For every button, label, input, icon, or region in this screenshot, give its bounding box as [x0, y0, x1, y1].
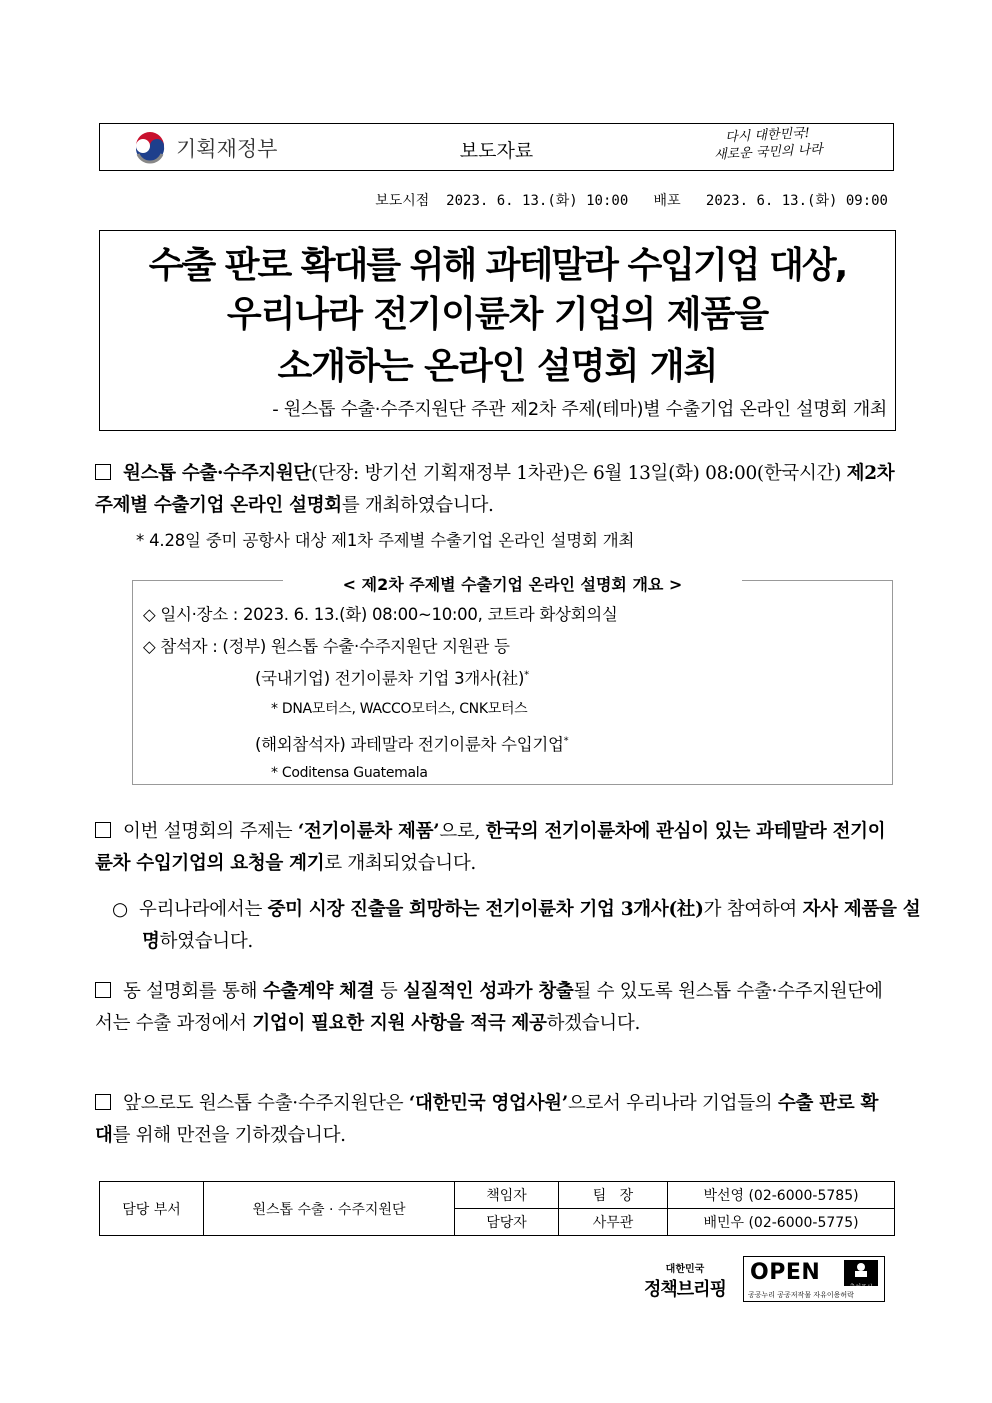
- overview-datetime: ◇ 일시·장소 : 2023. 6. 13.(화) 08:00~10:00, 코트라 화상회의실: [143, 605, 618, 624]
- title-line1: 수출 판로 확대를 위해 과테말라 수입기업 대상,: [148, 245, 847, 286]
- subtitle: - 원스톱 수출·수주지원단 주관 제2차 주제(테마)별 수출기업 온라인 설명회 개최: [272, 399, 887, 420]
- title-line2: 우리나라 전기이륜차 기업의 제품을: [226, 294, 769, 335]
- person-cell: 박선영 (02-6000-5785): [668, 1182, 895, 1209]
- dept-name: 원스톱 수출 · 수주지원단: [204, 1182, 455, 1236]
- open-license-logo: [743, 1256, 885, 1302]
- checkbox-bullet-icon: [95, 822, 111, 838]
- position-cell: 사무관: [559, 1209, 668, 1236]
- slogan-line2: 새로운 국민의 나라: [713, 142, 824, 163]
- overview-box: [132, 575, 893, 785]
- paragraph-4: 앞으로도 원스톱 수출·수주지원단은 ‘대한민국 영업사원’으로서 우리나라 기업들의 수출 판로 확대를 위해 만전을 기하겠습니다.: [95, 1093, 879, 1146]
- role-cell: 책임자: [455, 1182, 559, 1209]
- p1-text2: 를 개최하였습니다.: [341, 495, 494, 516]
- person-cell: 배민우 (02-6000-5775): [668, 1209, 895, 1236]
- contact-table: [99, 1181, 895, 1236]
- checkbox-bullet-icon: [95, 464, 111, 480]
- slogan: [712, 124, 824, 164]
- circle-bullet: ○: [112, 899, 128, 920]
- overview-domestic: (국내기업) 전기이륜차 기업 3개사(社)*: [255, 669, 529, 688]
- overview-foreign: (해외참석자) 과테말라 전기이륜차 수입기업*: [255, 735, 569, 754]
- paragraph-3: 동 설명회를 통해 수출계약 체결 등 실질적인 성과가 창출될 수 있도록 원스톱 수출·수주지원단에서는 수출 과정에서 기업이 필요한 지원 사항을 적극 제공하겠습니다.: [95, 981, 883, 1034]
- role-cell: 담당자: [455, 1209, 559, 1236]
- overview-domestic-note: * DNA모터스, WACCO모터스, CNK모터스: [271, 701, 528, 717]
- attribution-icon: 출처표시: [844, 1260, 878, 1286]
- paragraph-2: 이번 설명회의 주제는 ‘전기이륜차 제품’으로, 한국의 전기이륜차에 관심이 있는 과테말라 전기이륜차 수입기업의 요청을 계기로 개최되었습니다.: [95, 821, 886, 874]
- title-box: [99, 230, 896, 431]
- position-cell: 팀 장: [559, 1182, 668, 1209]
- overview-title: < 제2차 주제별 수출기업 온라인 설명회 개요 >: [133, 572, 892, 595]
- ministry-name: 기획재정부: [176, 137, 278, 161]
- overview-foreign-note: * Coditensa Guatemala: [271, 765, 428, 781]
- checkbox-bullet-icon: [95, 1094, 111, 1110]
- header-box: [99, 123, 894, 171]
- open-sub: 공공누리 공공저작물 자유이용허락: [748, 1291, 854, 1299]
- p1-bold2: 제2차 주제별 수출기업 온라인 설명회: [95, 463, 895, 516]
- release-line: 보도시점 2023. 6. 13.(화) 10:00 배포 2023. 6. 13.(화) 09:00: [375, 193, 888, 209]
- doc-type: 보도자료: [459, 140, 534, 162]
- footer-logos: [635, 1256, 885, 1304]
- overview-attendees: ◇ 참석자 : (정부) 원스톱 수출·수주지원단 지원관 등: [143, 637, 510, 656]
- paragraph-1: [95, 458, 895, 522]
- checkbox-bullet-icon: [95, 982, 111, 998]
- title-line3: 소개하는 온라인 설명회 개최: [277, 346, 718, 387]
- dept-label: 담당 부서: [100, 1182, 204, 1236]
- policy-briefing-logo: 대한민국 정책브리핑: [644, 1264, 726, 1300]
- p1-note: * 4.28일 중미 공항사 대상 제1차 주제별 수출기업 온라인 설명회 개최: [136, 531, 635, 550]
- paragraph-2-sub: ○ 우리나라에서는 중미 시장 진출을 희망하는 전기이륜차 기업 3개사(社)가 참여하여 자사 제품을 설명하였습니다.: [112, 899, 921, 952]
- open-label: OPEN: [750, 1260, 821, 1285]
- p1-text1: (단장: 방기선 기획재정부 1차관)은 6월 13일(화) 08:00(한국시간): [311, 463, 847, 484]
- p1-bold1: 원스톱 수출·수주지원단: [123, 463, 311, 484]
- slogan-line1: 다시 대한민국!: [724, 125, 811, 146]
